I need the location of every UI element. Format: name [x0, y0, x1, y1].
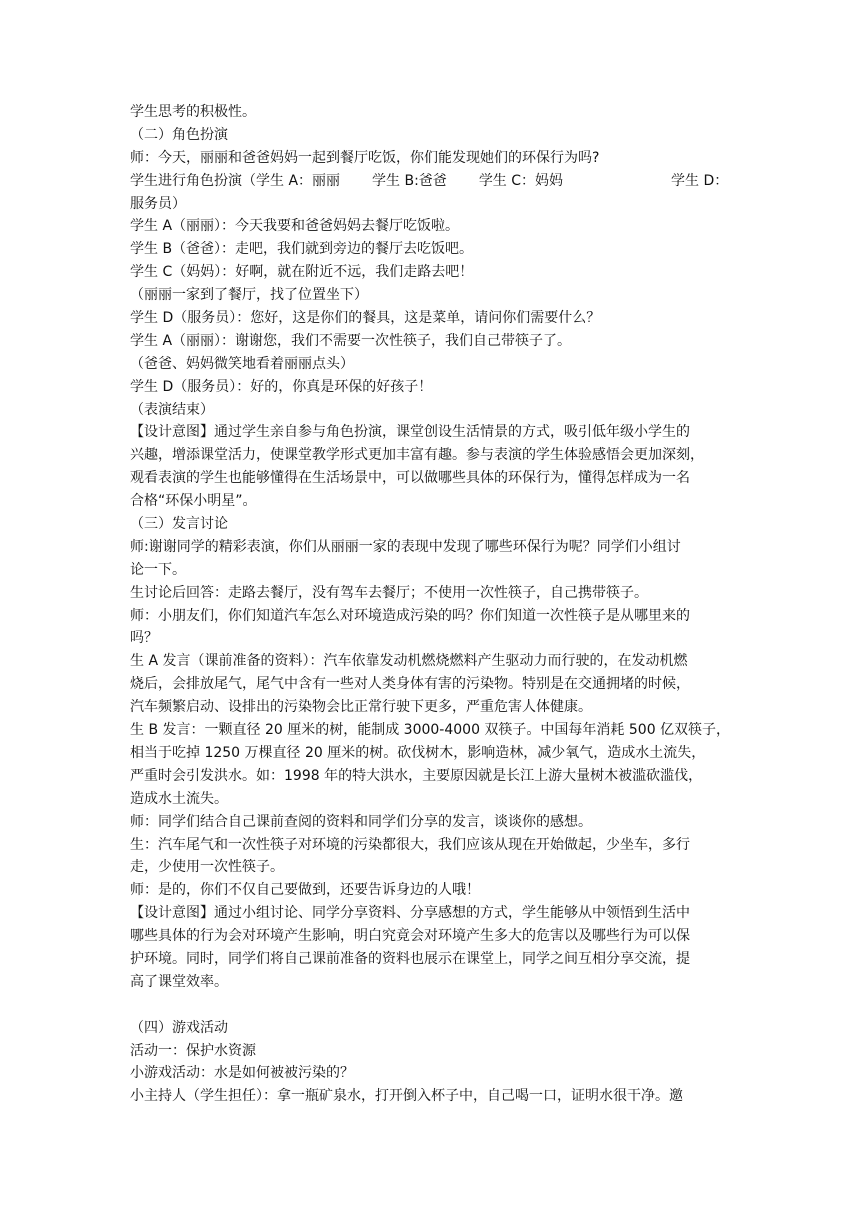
text-line: 服务员） — [130, 195, 186, 212]
role-student-b: 学生 B:爸爸 — [372, 172, 447, 189]
role-student-c: 学生 C：妈妈 — [478, 172, 564, 189]
dialogue-line: 学生 D（服务员）：好的，你真是环保的好孩子！ — [130, 378, 433, 395]
role-student-d: 学生 D： — [671, 172, 729, 189]
section-heading: （四）游戏活动 — [130, 1019, 228, 1036]
text-line: 小游戏活动：水是如何被被污染的？ — [130, 1065, 354, 1082]
dialogue-line: 学生 C（妈妈）：好啊，就在附近不远，我们走路去吧！ — [130, 264, 474, 281]
text-line: 生讨论后回答：走路去餐厅，没有驾车去餐厅；不使用一次性筷子，自己携带筷子。 — [130, 584, 648, 601]
role-list-line — [130, 170, 733, 193]
text-line: 相当于吃掉 1250 万棵直径 20 厘米的树。砍伐树木，影响造林，减少氧气，造成水土流失， — [130, 744, 706, 761]
text-line: 吗？ — [130, 630, 158, 647]
text-line: 论一下。 — [130, 561, 186, 578]
role-student-a: 学生进行角色扮演（学生 A：丽丽 — [130, 172, 341, 189]
text-line: 走，少使用一次性筷子。 — [130, 859, 284, 876]
design-intent-line: 观看表演的学生也能够懂得在生活场景中，可以做哪些具体的环保行为，懂得怎样成为一名 — [130, 470, 690, 487]
stage-direction: （丽丽一家到了餐厅，找了位置坐下） — [130, 287, 368, 304]
text-line: 生 A 发言（课前准备的资料）：汽车依靠发动机燃烧燃料产生驱动力而行驶的，在发动机燃 — [130, 653, 688, 670]
design-intent-line: 【设计意图】通过小组讨论、同学分享资料、分享感想的方式，学生能够从中领悟到生活中 — [130, 905, 690, 922]
text-line: 师：小朋友们，你们知道汽车怎么对环境造成污染的吗？你们知道一次性筷子是从哪里来的 — [130, 607, 690, 624]
dialogue-line: 学生 D（服务员）：您好，这是你们的餐具，这是菜单，请问你们需要什么？ — [130, 310, 601, 327]
design-intent-line: 护环境。同时，同学们将自己课前准备的资料也展示在课堂上，同学之间互相分享交流，提 — [130, 950, 690, 967]
text-line: 师：今天，丽丽和爸爸妈妈一起到餐厅吃饭，你们能发现她们的环保行为吗? — [130, 149, 600, 166]
design-intent-line: 兴趣，增添课堂活力，使课堂教学形式更加丰富有趣。参与表演的学生体验感悟会更加深刻， — [130, 447, 704, 464]
design-intent-line: 高了课堂效率。 — [130, 973, 228, 990]
text-line: 汽车频繁启动、设排出的污染物会比正常行驶下更多，严重危害人体健康。 — [130, 699, 592, 716]
text-line: 小主持人（学生担任）：拿一瓶矿泉水，打开倒入杯子中，自己喝一口，证明水很干净。邀 — [130, 1088, 683, 1105]
blank-line — [130, 994, 733, 1017]
design-intent-line: 【设计意图】通过学生亲自参与角色扮演，课堂创设生活情景的方式，吸引低年级小学生的 — [130, 424, 690, 441]
section-heading: （二）角色扮演 — [130, 126, 228, 143]
dialogue-line: 学生 B（爸爸）：走吧，我们就到旁边的餐厅去吃饭吧。 — [130, 241, 474, 258]
text-line: 学生思考的积极性。 — [130, 104, 256, 120]
design-intent-line: 合格“环保小明星”。 — [130, 493, 257, 510]
text-line: 生：汽车尾气和一次性筷子对环境的污染都很大，我们应该从现在开始做起，少坐车，多行 — [130, 836, 690, 853]
text-line: 师:谢谢同学的精彩表演，你们从丽丽一家的表现中发现了哪些环保行为呢？同学们小组讨 — [130, 538, 681, 555]
stage-direction: （爸爸、妈妈微笑地看着丽丽点头） — [130, 355, 354, 372]
section-heading: （三）发言讨论 — [130, 516, 228, 533]
text-line: 师：是的，你们不仅自己要做到，还要告诉身边的人哦！ — [130, 882, 480, 899]
document-body — [130, 101, 733, 1108]
text-line: 师：同学们结合自己课前查阅的资料和同学们分享的发言，谈谈你的感想。 — [130, 813, 592, 830]
text-line: 造成水土流失。 — [130, 790, 228, 807]
stage-direction: （表演结束） — [130, 401, 214, 418]
dialogue-line: 学生 A（丽丽）：谢谢您，我们不需要一次性筷子，我们自己带筷子了。 — [130, 332, 572, 349]
dialogue-line: 学生 A（丽丽）：今天我要和爸爸妈妈去餐厅吃饭啦。 — [130, 218, 460, 235]
text-line: 生 B 发言：一颗直径 20 厘米的树，能制成 3000-4000 双筷子。中国每年消耗 500 亿双筷子， — [130, 722, 731, 739]
text-line: 活动一：保护水资源 — [130, 1042, 256, 1059]
text-line: 严重时会引发洪水。如：1998 年的特大洪水，主要原因就是长江上游大量树木被滥砍滥伐， — [130, 767, 703, 784]
design-intent-line: 哪些具体的行为会对环境产生影响，明白究竟会对环境产生多大的危害以及哪些行为可以保 — [130, 928, 690, 945]
text-line: 烧后，会排放尾气，尾气中含有一些对人类身体有害的污染物。特别是在交通拥堵的时候， — [130, 676, 690, 693]
